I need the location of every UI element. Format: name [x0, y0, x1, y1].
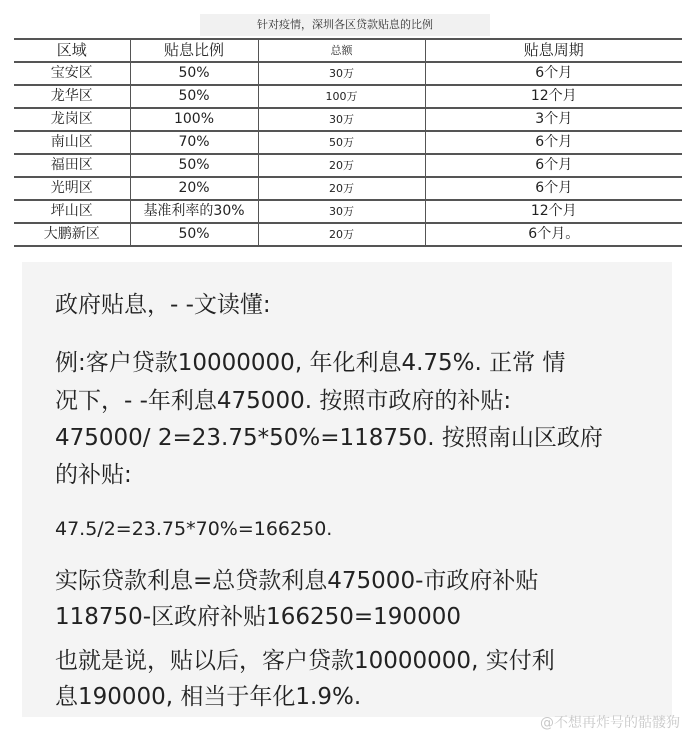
table-cell: 大鹏新区	[14, 223, 130, 246]
header-cell: 区域	[14, 39, 130, 62]
table-cell: 6个月	[425, 154, 682, 177]
table-cell: 光明区	[14, 177, 130, 200]
table-row	[14, 154, 682, 177]
table-cell: 50%	[130, 62, 258, 85]
table-row	[14, 177, 682, 200]
table-cell: 50%	[130, 154, 258, 177]
header-cell: 贴息比例	[130, 39, 258, 62]
table-cell: 6个月	[425, 62, 682, 85]
header-cell: 总额	[258, 39, 425, 62]
table-cell: 20%	[130, 177, 258, 200]
table-row	[14, 131, 682, 154]
table-cell: 基准利率的30%	[130, 200, 258, 223]
table-row	[14, 85, 682, 108]
table-cell: 宝安区	[14, 62, 130, 85]
table-cell: 50万	[258, 131, 425, 154]
text-line: 例:客户贷款10000000, 年化利息4.75%. 正常 情	[55, 350, 566, 376]
table-cell: 3个月	[425, 108, 682, 131]
table-cell: 30万	[258, 108, 425, 131]
table-cell: 50%	[130, 85, 258, 108]
text-line: 政府贴息，- -文读懂:	[55, 292, 271, 318]
watermark: @不想再炸号的骷髅狗	[540, 715, 680, 731]
table-title: 针对疫情，深圳各区贷款贴息的比例	[200, 14, 490, 36]
table-cell: 30万	[258, 200, 425, 223]
table-cell: 30万	[258, 62, 425, 85]
table-cell: 70%	[130, 131, 258, 154]
text-line: 118750-区政府补贴166250=190000	[55, 604, 461, 630]
table-row	[14, 108, 682, 131]
text-line: 的补贴:	[55, 462, 132, 488]
table-cell: 20万	[258, 177, 425, 200]
subsidy-table	[14, 38, 682, 247]
table-cell: 6个月。	[425, 223, 682, 246]
header-cell: 贴息周期	[425, 39, 682, 62]
table-cell: 20万	[258, 154, 425, 177]
table-row	[14, 223, 682, 246]
text-line: 息190000, 相当于年化1.9%.	[55, 684, 362, 710]
table-cell: 6个月	[425, 177, 682, 200]
table-row	[14, 62, 682, 85]
table-cell: 12个月	[425, 200, 682, 223]
table-row	[14, 200, 682, 223]
explanation-panel	[22, 262, 672, 717]
text-line: 况下，- -年利息475000. 按照市政府的补贴:	[55, 388, 512, 414]
table-cell: 福田区	[14, 154, 130, 177]
table-cell: 坪山区	[14, 200, 130, 223]
text-line: 也就是说，贴以后，客户贷款10000000, 实付利	[55, 648, 555, 674]
text-line: 47.5/2=23.75*70%=166250.	[55, 518, 333, 540]
table-cell: 12个月	[425, 85, 682, 108]
table-cell: 100%	[130, 108, 258, 131]
table-cell: 100万	[258, 85, 425, 108]
table-header-row	[14, 39, 682, 62]
table-cell: 龙岗区	[14, 108, 130, 131]
text-line: 实际贷款利息=总贷款利息475000-市政府补贴	[55, 568, 539, 594]
table-cell: 20万	[258, 223, 425, 246]
text-line: 475000/ 2=23.75*50%=118750. 按照南山区政府	[55, 425, 603, 451]
table-cell: 龙华区	[14, 85, 130, 108]
table-cell: 6个月	[425, 131, 682, 154]
table-cell: 50%	[130, 223, 258, 246]
table-cell: 南山区	[14, 131, 130, 154]
